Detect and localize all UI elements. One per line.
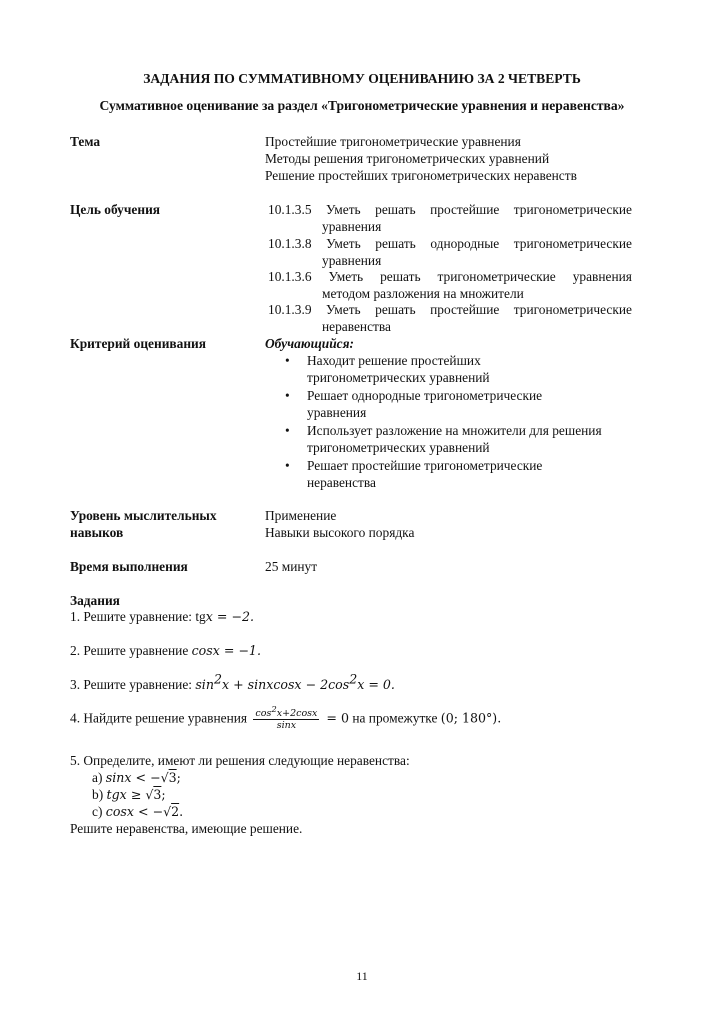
objective-code: 10.1.3.9 (268, 302, 312, 317)
objectives-label: Цель обучения (70, 202, 161, 217)
time-value: 25 минут (265, 559, 318, 574)
list-item: • Решает однородные тригонометрические уравнения (285, 388, 543, 420)
fraction: $\frac{\cos^2x+2\cos x}{\sin x}$ (255, 704, 318, 731)
objective-item: 10.1.3.5 Уметь решать простейшие тригонометрические уравнения (268, 202, 632, 234)
bullet-icon: • (285, 423, 290, 438)
tasks-heading: Задания (70, 593, 120, 608)
criteria-label: Критерий оценивания (70, 336, 207, 351)
task-3: 3. Решите уравнение: $\sin^2x$ + sinxcosx − $2\cos^2x = 0$. (70, 671, 395, 692)
document-title: ЗАДАНИЯ ПО СУММАТИВНОМУ ОЦЕНИВАНИЮ ЗА 2 ЧЕТВЕРТЬ (143, 71, 581, 86)
time-label: Время выполнения (70, 559, 188, 574)
criteria-heading: Обучающийся: (265, 336, 354, 351)
topic-label: Тема (70, 134, 101, 149)
bullet-icon: • (285, 388, 290, 403)
task-5c: c) cosx < −√2. (92, 804, 184, 819)
objective-item: 10.1.3.6 Уметь решать тригонометрические уравнения методом разложения на множители (268, 269, 632, 301)
bullet-icon: • (285, 458, 290, 473)
objective-code: 10.1.3.8 (268, 236, 312, 251)
list-item: • Использует разложение на множители для решения тригонометрических уравнений (285, 423, 602, 455)
objective-code: 10.1.3.5 (268, 202, 312, 217)
skills-label: Уровень мыслительных навыков (70, 508, 217, 540)
topic-values (265, 133, 577, 184)
task-5: 5. Определите, имеют ли решения следующие неравенства: a) sinx < −√3; b) tgx ≥ √3; c) cosx < −√2. Решите неравенства, имеющие решение. (70, 753, 410, 836)
objective-item: 10.1.3.9 Уметь решать простейшие тригонометрические неравенства (268, 302, 632, 334)
task-5b: b) tgx ≥ √3; (92, 787, 166, 802)
topic-line: Простейшие тригонометрические уравнения (265, 134, 521, 149)
document-subtitle: Суммативное оценивание за раздел «Тригонометрические уравнения и неравенства» (99, 98, 625, 113)
bullet-icon: • (285, 353, 290, 368)
list-item: • Решает простейшие тригонометрические неравенства (285, 458, 543, 490)
topic-line: Методы решения тригонометрических уравнений (265, 151, 550, 166)
task-1: 1. Решите уравнение: tgx = −2. (70, 609, 254, 624)
task-4: 4. Найдите решение уравнения $\frac{\cos^2x+2\cos x}{\sin x}$ = 0 на промежутке (0; 180°). (70, 704, 502, 731)
topic-line: Решение простейших тригонометрических неравенств (265, 168, 577, 183)
task-2: 2. Решите уравнение cosx = −1. (70, 643, 261, 658)
task-5-footer: Решите неравенства, имеющие решение. (70, 821, 303, 836)
task-5a: a) sinx < −√3; (92, 770, 181, 785)
criteria-list (285, 352, 635, 492)
page-number: 11 (356, 969, 368, 983)
objective-code: 10.1.3.6 (268, 269, 312, 284)
objective-item: 10.1.3.8 Уметь решать однородные тригонометрические уравнения (268, 236, 632, 268)
list-item: • Находит решение простейших тригонометрических уравнений (285, 353, 490, 385)
skills-values: Применение Навыки высокого порядка (265, 508, 415, 540)
